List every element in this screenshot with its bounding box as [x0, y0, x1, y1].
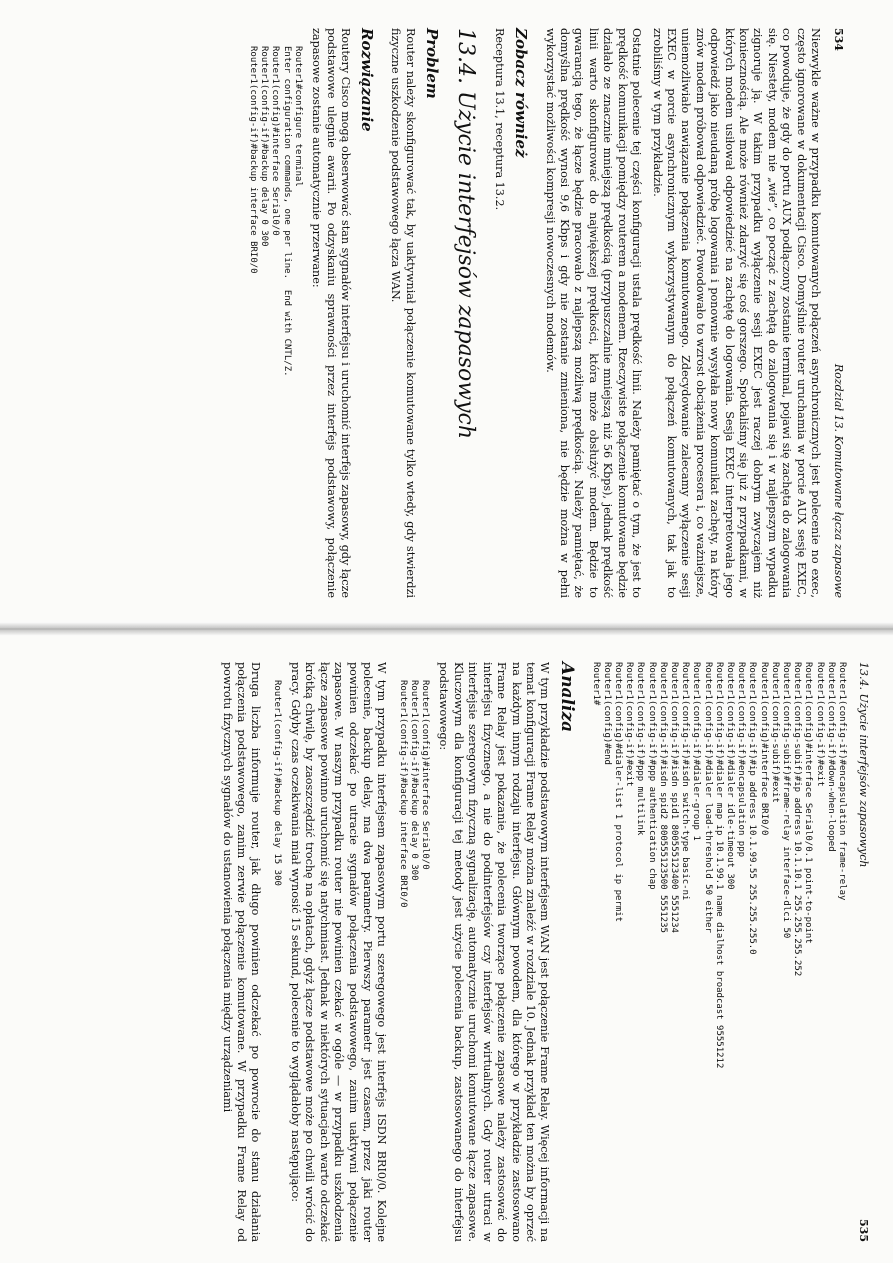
analysis-code-2 [270, 680, 281, 1242]
solution-heading: Rozwiązanie [358, 28, 377, 132]
code-line: Router1(config-if)#backup interface BRI0/0 [248, 46, 259, 274]
code-line: Router1(config)#dialer-list 1 protocol ip permit [612, 662, 623, 923]
code-line: Router1(config-if)#ppp authentication chap [646, 662, 657, 890]
right-page [70, 662, 870, 1242]
code-line: Router1(config-subif)#frame-relay interface-dlci 50 [780, 662, 791, 939]
code-line: Router1(config-if)#backup delay 15 300 [271, 680, 282, 886]
code-line: Router1(config-if)#down-when-looped [825, 662, 836, 852]
code-line: Router1(config)#interface Serial0/0 [270, 46, 281, 236]
code-line: Router1(config-if)#dialer load-threshold 50 either [702, 662, 713, 933]
analysis-code-1 [396, 680, 430, 1242]
config-code [589, 662, 847, 1242]
code-line: Router1(config)#end [601, 662, 612, 765]
right-page-number: 535 [857, 1219, 870, 1242]
code-line: Router1(config-subif)#exit [769, 662, 780, 803]
solution-code [247, 46, 303, 598]
right-page-header [857, 662, 870, 1242]
analysis-paragraph-2: W tym przypadku interfejsem zapasowym portu szeregowego jest interfejs ISDN BRI0/0. Kolejne polecenie, backup delay, ma dwa parametry. Pierwszy parametr jest czasem, przez jaki router powinien odczekać po utracie sygnałów połączenia podstawowego, zanim uaktywni połączenie zapasowe. W naszym przypadku router nie powinien czekać w ogóle — w przypadku uszkodzenia łącze zapasowe powinno uruchomić się natychmiast. Jednak w niektórych sytuacjach warto odczekać krótką chwilę, by zaoszczędzić trochę na opłatach, gdyż łącze podstawowe może po chwili wrócić do pracy. Gdyby czas oczekiwania miał wynosić 15 sekund, polecenie to wyglądałoby następująco: [289, 662, 389, 1242]
code-line: Router1(config-if)#encapsulation ppp [736, 662, 747, 858]
code-line: Router1(config-if)#dialer map ip 10.1.99.1 name dialhost broadcast 95551212 [713, 662, 724, 1069]
code-line: Router1(config-subif)#ip address 10.1.10.1 255.255.255.252 [792, 662, 803, 977]
code-line: Router1(config-if)#dialer idle-timeout 300 [724, 662, 735, 890]
code-line: Router1(config-if)#encapsulation frame-relay [837, 662, 847, 901]
code-line: Router1(config)#interface Serial0/0 [420, 680, 431, 870]
solution-text: Routery Cisco mogą obserwować stan sygnałów interfejsu i uruchomić interfejs zapasowy, gdy łącze podstawowe ulegnie awarii. Po odzyskaniu sprawności przez interfejs podstawowy, połączenie zapasowe zostanie automatycznie przerwane: [310, 28, 353, 598]
problem-heading: Problem [422, 28, 441, 99]
code-line: Router1(config-if)#backup delay 0 300 [408, 680, 419, 881]
code-line: Router1(config)#interface Serial0/0.1 point-to-point [803, 662, 814, 944]
left-page-number: 534 [832, 28, 845, 51]
see-also-text: Receptura 13.1, receptura 13.2. [493, 28, 507, 211]
recipe-title: 13.4. Użycie interfejsów zapasowych [452, 28, 478, 440]
analysis-paragraph-3: Druga liczba informuje router, jak długo powinien odczekać po powrocie do stanu działania połączenia podstawowego, zanim zerwie połączenie komutowane. W przypadku Frame Relay od powrotu fizycznych sygnałów do ustanowienia połączenia między urządzeniami [220, 662, 263, 1242]
left-page [45, 28, 845, 598]
book-spine-shadow [0, 622, 893, 636]
intro-paragraph-1: Niezwykle ważne w przypadku komutowanych połączeń asynchronicznych jest polecenie no exec, często ignorowane w dokumentacji Cisco. Domyślnie router uruchamia w porcie AUX sesję EXEC, co powoduje, że gdy do portu AUX podłączony zostanie terminal, pojawi się zachęta do zalogowania się. Niestety, modem nie „wie”, co począć z zachętą do zalogowania się i w najlepszym wypadku zignoruje ją. W takim przypadku wyłączenie sesji EXEC jest raczej dobrym zwyczajem niż koniecznością. Ale może również zdarzyć się coś gorszego. Spotkaliśmy się już z przypadkami, w których modem usiłował odpowiedzieć na zachętę do logowania. Sesja EXEC interpretowała jego odpowiedź jako nieudaną próbę logowania i ponownie wysyłała nowy komunikat zachęty, na który znów modem próbował odpowiedzieć. Powodowało to wzrost obciążenia procesora i, co ważniejsze, uniemożliwiało nawiązanie połączenia komutowanego. Zdecydowanie zalecamy wyłączenie sesji EXEC w porcie asynchronicznym wykorzystywanym do połączeń komutowanych, tak jak to zrobiliśmy w tym przykładzie. [650, 28, 822, 598]
intro-paragraph-2: Ostatnie polecenie tej części konfiguracji ustala prędkość linii. Należy pamiętać o tym, że jest to prędkość komunikacji pomiędzy routerem a modemem. Rzeczywiste połączenie komutowane będzie działało ze znacznie mniejszą prędkością (przypuszczalnie mniejszą niż 56 Kbps), jednak prędkość linii warto skonfigurować do największej prędkości, która może obsłużyć modem. Będzie to gwarancją tego, że łącze będzie pracowało z najlepszą możliwą prędkością. Należy pamiętać, że domyślna prędkość wynosi 9,6 Kbps i gdy nie zostanie zmieniona, nie będzie można w pełni wykorzystać możliwości kompresji nowoczesnych modemów. [543, 28, 644, 598]
see-also-heading: Zobacz również [512, 28, 531, 158]
code-line: Router1(config-if)#backup delay 0 300 [259, 46, 270, 247]
code-line: Router1(config-if)#exit [814, 662, 825, 787]
code-line: Router1(config-if)#exit [624, 662, 635, 787]
left-running-head: Rozdział 13. Komutowane łącza zapasowe [832, 363, 845, 598]
code-line: Enter configuration commands, one per line. End with CNTL/Z. [281, 46, 292, 377]
code-line: Router1(config-if)#backup interface BRI0/0 [397, 680, 408, 908]
code-line: Router1(config-if)#isdn spid2 800555123500 5551235 [657, 662, 668, 933]
analysis-heading: Analiza [557, 662, 578, 733]
code-line: Router1(config-if)#dialer-group 1 [691, 662, 702, 841]
code-line: Router1#configure terminal [292, 46, 303, 187]
left-page-header [832, 28, 845, 598]
problem-text: Router należy skonfigurować tak, by uaktywniał połączenie komutowane tylko wtedy, gdy stwierdzi fizyczne uszkodzenie podstawowego łącza WAN. [389, 28, 417, 598]
code-line: Router1# [590, 662, 601, 706]
right-running-head: 13.4. Użycie interfejsów zapasowych [857, 662, 870, 868]
code-line: Router1(config-if)#ppp multilink [635, 662, 646, 836]
code-line: Router1(config)#interface BRI0/0 [758, 662, 769, 836]
code-line: Router1(config-if)#ip address 10.1.99.55 255.255.255.0 [747, 662, 758, 955]
code-line: Router1(config-if)#isdn spid1 800555123400 5551234 [668, 662, 679, 933]
code-line: Router1(config-if)#isdn switch-type basic-ni [680, 662, 691, 901]
analysis-paragraph-1: W tym przykładzie podstawowym interfejsem WAN jest połączenie Frame Relay. Więcej informacji na temat konfiguracji Frame Relay można znaleźć w rozdziale 10. Jednak przykład ten można by oprzeć na każdym innym rodzaju interfejsu. Głównym powodem, dla którego w przykładzie zastosowano Frame Relay jest pokazanie, że polecenia tworzące połączenie zapasowe należy zastosować do interfejsu fizycznego, a nie do podinterfejsów czy interfejsów wirtualnych. Gdy router utraci w interfejsie szeregowym fizyczną sygnalizację, automatycznie uruchomi komutowane łącze zapasowe. Kluczowym dla konfiguracji tej metody jest użycie polecenia backup, zastosowanego do interfejsu podstawowego: [437, 662, 552, 1242]
